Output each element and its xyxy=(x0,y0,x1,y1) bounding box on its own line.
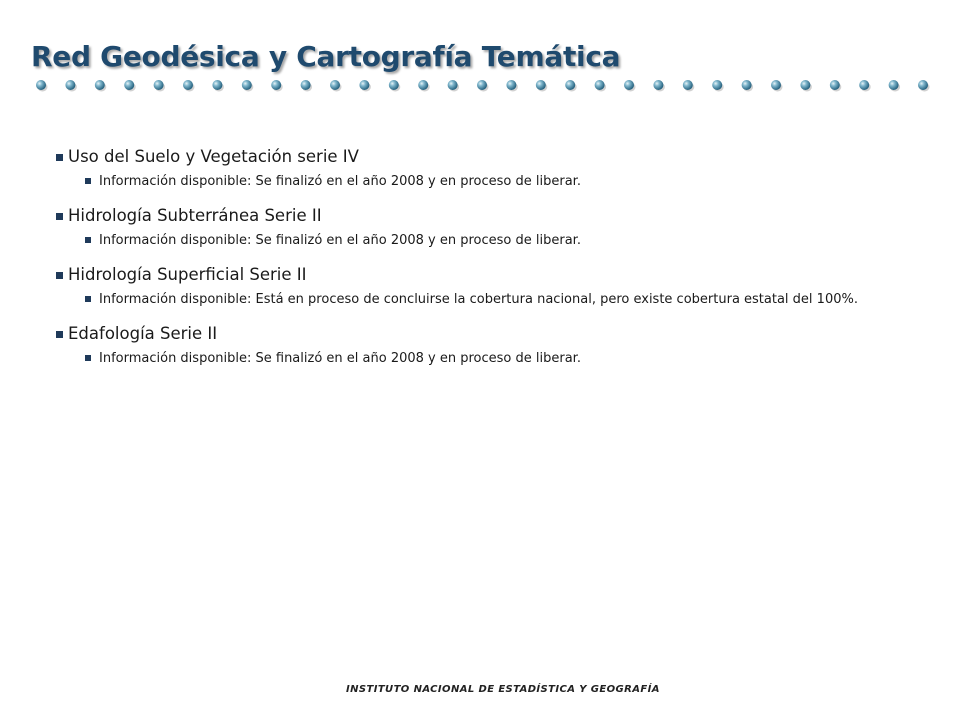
decorative-dot xyxy=(330,80,340,90)
square-bullet-icon xyxy=(56,331,63,338)
square-bullet-icon xyxy=(85,355,91,361)
square-bullet-icon xyxy=(85,237,91,243)
decorative-dot xyxy=(918,80,928,90)
decorative-dot xyxy=(271,80,281,90)
item-detail: Información disponible: Está en proceso de concluirse la cobertura nacional, pero existe cobertura estatal del 100%. xyxy=(99,292,858,307)
square-bullet-icon xyxy=(56,272,63,279)
decorative-dot xyxy=(712,80,722,90)
decorative-dot xyxy=(477,80,487,90)
slide-title: Red Geodésica y Cartografía Temática xyxy=(31,40,621,73)
decorative-dot xyxy=(65,80,75,90)
decorative-dot xyxy=(889,80,899,90)
item-detail: Información disponible: Se finalizó en el año 2008 y en proceso de liberar. xyxy=(99,174,581,189)
decorative-dot xyxy=(506,80,516,90)
decorative-dot xyxy=(95,80,105,90)
item-heading: Edafología Serie II xyxy=(68,324,218,343)
square-bullet-icon xyxy=(85,296,91,302)
footer-institution: INSTITUTO NACIONAL DE ESTADÍSTICA Y GEOGRAFÍA xyxy=(346,684,660,695)
decorative-dot xyxy=(418,80,428,90)
decorative-dot xyxy=(359,80,369,90)
decorative-dot xyxy=(624,80,634,90)
sub-list-item xyxy=(85,290,902,309)
decorative-dot xyxy=(389,80,399,90)
decorative-dot xyxy=(565,80,575,90)
decorative-dot xyxy=(683,80,693,90)
decorative-dot xyxy=(448,80,458,90)
content-list xyxy=(56,146,902,382)
decorative-dot xyxy=(36,80,46,90)
decorative-dot xyxy=(800,80,810,90)
square-bullet-icon xyxy=(85,178,91,184)
sub-list-item xyxy=(85,349,902,368)
item-heading: Hidrología Superficial Serie II xyxy=(68,265,307,284)
decorative-dot xyxy=(124,80,134,90)
item-detail: Información disponible: Se finalizó en el año 2008 y en proceso de liberar. xyxy=(99,233,581,248)
list-item xyxy=(56,323,902,345)
item-heading: Uso del Suelo y Vegetación serie IV xyxy=(68,147,359,166)
list-item xyxy=(56,264,902,286)
decorative-dot xyxy=(653,80,663,90)
decorative-dot xyxy=(212,80,222,90)
dot-row-graphic xyxy=(29,77,939,95)
sub-list-item xyxy=(85,231,902,250)
square-bullet-icon xyxy=(56,213,63,220)
decorative-dot-row xyxy=(29,77,939,95)
list-item xyxy=(56,205,902,227)
decorative-dot xyxy=(154,80,164,90)
decorative-dot xyxy=(595,80,605,90)
decorative-dot xyxy=(742,80,752,90)
square-bullet-icon xyxy=(56,154,63,161)
decorative-dot xyxy=(301,80,311,90)
list-item xyxy=(56,146,902,168)
decorative-dot xyxy=(183,80,193,90)
item-heading: Hidrología Subterránea Serie II xyxy=(68,206,322,225)
item-detail: Información disponible: Se finalizó en el año 2008 y en proceso de liberar. xyxy=(99,351,581,366)
decorative-dot xyxy=(830,80,840,90)
decorative-dot xyxy=(536,80,546,90)
sub-list-item xyxy=(85,172,902,191)
decorative-dot xyxy=(771,80,781,90)
decorative-dot xyxy=(859,80,869,90)
decorative-dot xyxy=(242,80,252,90)
